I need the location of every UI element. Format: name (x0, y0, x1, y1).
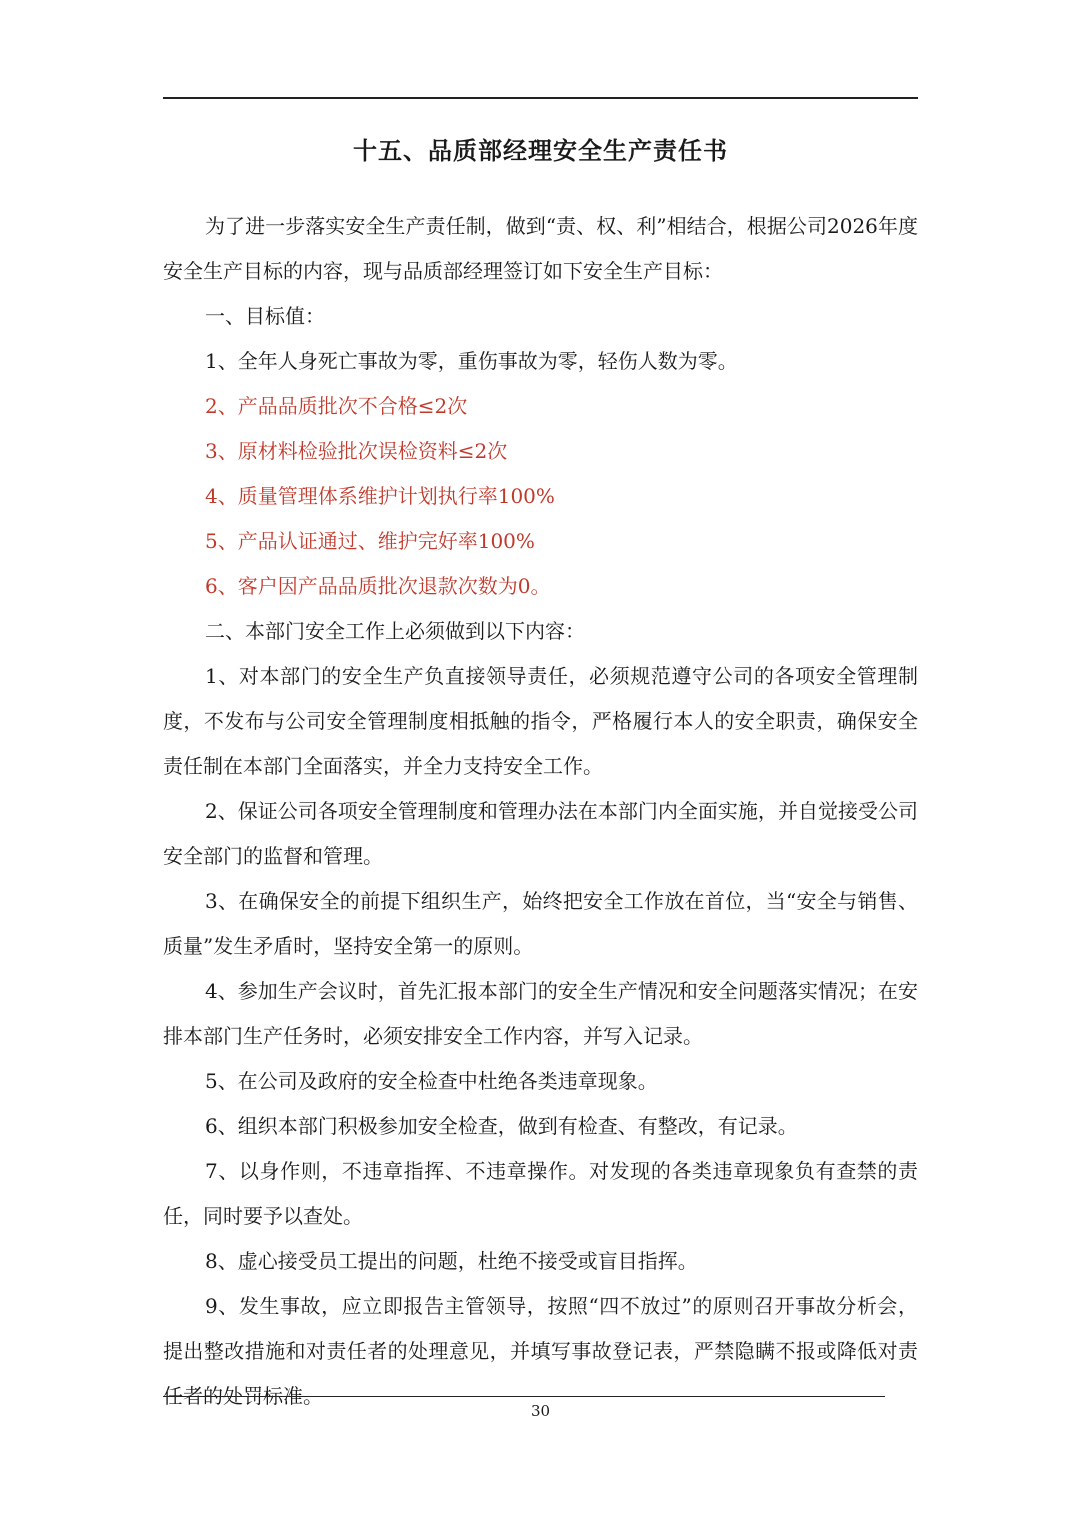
section-heading-duties: 二、本部门安全工作上必须做到以下内容： (205, 619, 585, 643)
duty-item: 2、保证公司各项安全管理制度和管理办法在本部门内全面实施，并自觉接受公司安全部门的监督和管理。 (163, 799, 918, 868)
document-body (163, 204, 918, 1419)
target-item-highlighted: 6、客户因产品品质批次退款次数为0。 (205, 574, 551, 598)
footer-rule (163, 1396, 885, 1397)
page-number: 30 (530, 1402, 551, 1420)
duty-item: 4、参加生产会议时，首先汇报本部门的安全生产情况和安全问题落实情况；在安排本部门生产任务时，必须安排安全工作内容，并写入记录。 (163, 979, 918, 1048)
duty-item: 7、以身作则，不违章指挥、不违章操作。对发现的各类违章现象负有查禁的责任，同时要予以查处。 (163, 1159, 918, 1228)
target-item-highlighted: 5、产品认证通过、维护完好率100% (205, 529, 535, 553)
section-heading-targets: 一、目标值： (205, 304, 325, 328)
intro-paragraph: 为了进一步落实安全生产责任制，做到“责、权、利”相结合，根据公司2026年度安全生产目标的内容，现与品质部经理签订如下安全生产目标： (163, 214, 918, 283)
duty-item: 8、虚心接受员工提出的问题，杜绝不接受或盲目指挥。 (205, 1249, 698, 1273)
duty-item: 5、在公司及政府的安全检查中杜绝各类违章现象。 (205, 1069, 658, 1093)
duty-item: 6、组织本部门积极参加安全检查，做到有检查、有整改，有记录。 (205, 1114, 798, 1138)
target-item-highlighted: 3、原材料检验批次误检资料≤2次 (205, 439, 508, 463)
duty-item: 1、对本部门的安全生产负直接领导责任，必须规范遵守公司的各项安全管理制度，不发布与公司安全管理制度相抵触的指令，严格履行本人的安全职责，确保安全责任制在本部门全面落实，并全力支持安全工作。 (163, 664, 918, 778)
document-title: 十五、品质部经理安全生产责任书 (353, 136, 728, 165)
target-item-highlighted: 2、产品品质批次不合格≤2次 (205, 394, 468, 418)
target-item: 1、全年人身死亡事故为零，重伤事故为零，轻伤人数为零。 (205, 349, 738, 373)
header-rule (163, 97, 918, 99)
target-item-highlighted: 4、质量管理体系维护计划执行率100% (205, 484, 555, 508)
duty-item: 9、发生事故，应立即报告主管领导，按照“四不放过”的原则召开事故分析会，提出整改措施和对责任者的处理意见，并填写事故登记表，严禁隐瞒不报或降低对责任者的处罚标准。 (163, 1294, 918, 1408)
duty-item: 3、在确保安全的前提下组织生产，始终把安全工作放在首位，当“安全与销售、质量”发生矛盾时，坚持安全第一的原则。 (163, 889, 918, 958)
